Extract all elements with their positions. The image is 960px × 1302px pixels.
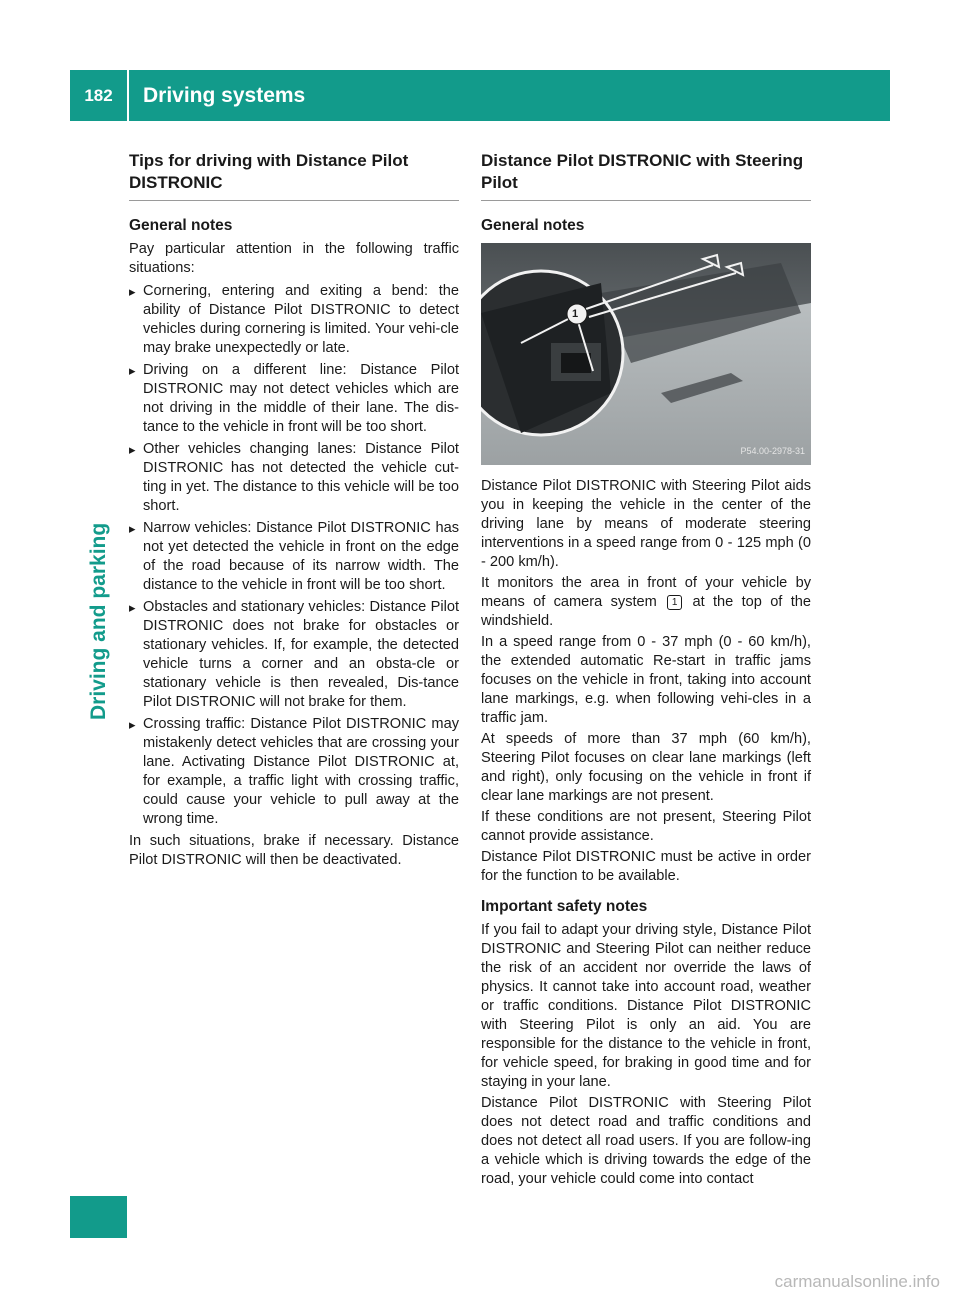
bullet-icon: ▸: [129, 717, 136, 732]
bullet-icon: ▸: [129, 284, 136, 299]
list-item: ▸ Narrow vehicles: Distance Pilot DISTRONIC has not yet detected the vehicle in front on the edge of the road because of its narrow width. The distance to the vehicle in front will be too short.: [129, 520, 459, 593]
paragraph: Distance Pilot DISTRONIC with Steering Pilot does not detect road and traffic conditions and does not detect all road users. If you are follow-ing a vehicle which is driving towards the edge of the road, your vehicle could come into contact: [481, 1095, 811, 1187]
page-number: 182: [84, 85, 113, 105]
bullet-icon: ▸: [129, 363, 136, 378]
paragraph: Distance Pilot DISTRONIC must be active in order for the function to be available.: [481, 849, 811, 884]
left-subtitle: General notes: [129, 217, 233, 234]
watermark: carmanualsonline.info: [774, 1272, 940, 1291]
safety-subtitle: Important safety notes: [481, 898, 648, 915]
side-tab-label: Driving and parking: [87, 522, 110, 720]
left-outro: In such situations, brake if necessary. Distance Pilot DISTRONIC will then be deactivated.: [129, 833, 459, 868]
left-column: [129, 150, 459, 872]
right-column: [481, 150, 811, 1191]
figure-callout: 1: [572, 308, 579, 320]
paragraph: In a speed range from 0 - 37 mph (0 - 60 km/h), the extended automatic Re-start in traffic jams focuses on the vehicle in front, taking into account lane markings, e.g. when following vehi-cles in a traffic jam.: [481, 634, 811, 726]
paragraph: At speeds of more than 37 mph (60 km/h), Steering Pilot focuses on clear lane markings (left and right), only focusing on the vehicle in front if clear lane markings are not present.: [481, 731, 811, 804]
header-divider: [127, 70, 129, 121]
right-subtitle: General notes: [481, 217, 585, 234]
bullet-icon: ▸: [129, 521, 136, 536]
left-bullet-list: [129, 282, 459, 829]
windshield-illustration: [481, 243, 811, 465]
paragraph: Distance Pilot DISTRONIC with Steering Pilot aids you in keeping the vehicle in the center of the driving lane by means of moderate steering interventions in a speed range from 0 - 125 mph (0 - 200 km/h).: [481, 478, 811, 570]
bullet-icon: ▸: [129, 442, 136, 457]
paragraph: If these conditions are not present, Steering Pilot cannot provide assistance.: [481, 809, 811, 844]
header-bar: [70, 70, 890, 121]
bullet-icon: ▸: [129, 600, 136, 615]
left-section-title: Tips for driving with Distance Pilot DISTRONIC: [129, 150, 459, 201]
paragraph: It monitors the area in front of your vehicle by means of camera system 1 at the top of the windshield.: [481, 575, 811, 629]
list-item: ▸ Driving on a different line: Distance Pilot DISTRONIC may not detect vehicles which are not driving in the middle of their lane. The dis-tance to the vehicle in front will be too short.: [129, 362, 459, 435]
left-intro: Pay particular attention in the following traffic situations:: [129, 241, 459, 276]
section-title: Driving systems: [143, 83, 306, 107]
right-section-title: Distance Pilot DISTRONIC with Steering Pilot: [481, 150, 811, 201]
paragraph: If you fail to adapt your driving style, Distance Pilot DISTRONIC and Steering Pilot can neither reduce the risk of an accident nor override the laws of physics. It cannot take into account road, weather or traffic conditions. Distance Pilot DISTRONIC with Steering Pilot is only an aid. You are responsible for the distance to the vehicle in front, for vehicle speed, for braking in good time and for staying in your lane.: [481, 922, 811, 1090]
list-item: ▸ Other vehicles changing lanes: Distance Pilot DISTRONIC has not detected the vehicle cut-ting in yet. The distance to this vehicle will be too short.: [129, 441, 459, 514]
list-item: ▸ Cornering, entering and exiting a bend: the ability of Distance Pilot DISTRONIC to detect vehicles during cornering is limited. Your vehi-cle may brake unexpectedly or late.: [129, 283, 459, 356]
camera-system-figure: [481, 243, 811, 465]
side-tab-marker: [70, 1196, 127, 1238]
list-item: ▸ Obstacles and stationary vehicles: Distance Pilot DISTRONIC does not brake for obstacles or stationary vehicles. If, for example, the detected vehicle turns a corner and an obsta-cle or stationary vehicle is then revealed, Dis-tance Pilot DISTRONIC will not brake for them.: [129, 599, 459, 710]
callout-1-icon: 1: [667, 595, 682, 610]
figure-reference: P54.00-2978-31: [740, 446, 805, 456]
list-item: ▸ Crossing traffic: Distance Pilot DISTRONIC may mistakenly detect vehicles that are crossing your lane. Activating Distance Pilot DISTRONIC at, for example, a traffic light with crossing traffic, could cause your vehicle to pull away at the wrong time.: [129, 716, 459, 827]
